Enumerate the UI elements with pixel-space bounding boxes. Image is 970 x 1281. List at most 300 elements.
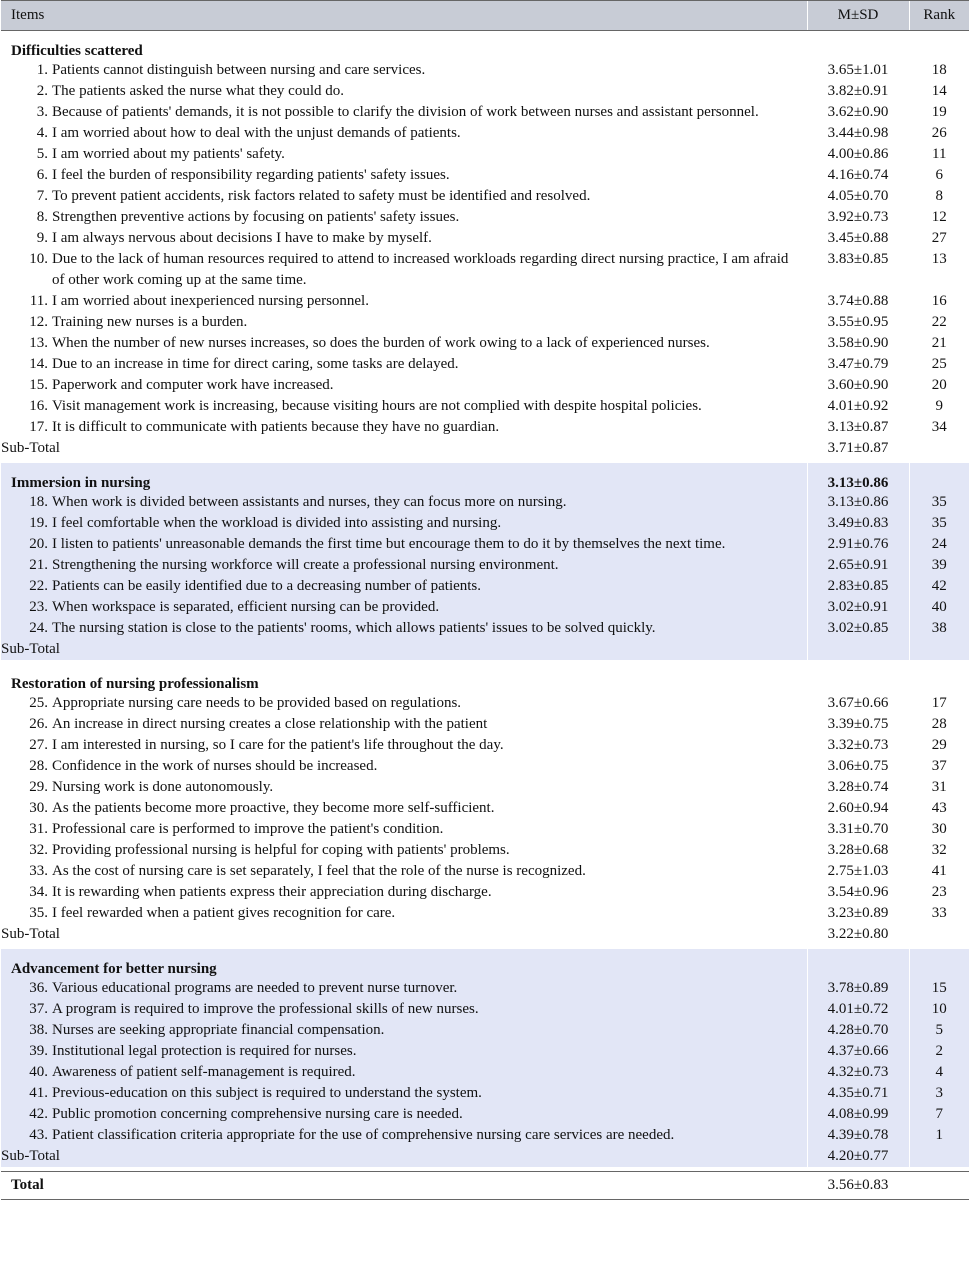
item-rank: 16 bbox=[909, 291, 969, 312]
table-row bbox=[1, 354, 969, 375]
item-number: 36. bbox=[29, 980, 48, 996]
item-text: Professional care is performed to improve the patient's condition. bbox=[52, 821, 444, 837]
item-number: 22. bbox=[29, 578, 48, 594]
table-row bbox=[1, 597, 969, 618]
section-title-row bbox=[1, 664, 969, 693]
item-text: Training new nurses is a burden. bbox=[52, 314, 248, 330]
item-cell bbox=[1, 882, 807, 903]
item-text: As the cost of nursing care is set separately, I feel that the role of the nurse is recognized. bbox=[52, 863, 586, 879]
table-row bbox=[1, 576, 969, 597]
section-0 bbox=[1, 31, 969, 460]
item-number: 19. bbox=[29, 515, 48, 531]
item-rank: 42 bbox=[909, 576, 969, 597]
item-cell bbox=[1, 81, 807, 102]
subtotal-label: Sub-Total bbox=[1, 1146, 807, 1167]
item-number: 4. bbox=[36, 125, 48, 141]
item-cell bbox=[1, 999, 807, 1020]
item-text: When work is divided between assistants and nurses, they can focus more on nursing. bbox=[52, 494, 567, 510]
item-text: When the number of new nurses increases, so does the burden of work owing to a lack of experienced nurses. bbox=[52, 335, 710, 351]
item-number: 14. bbox=[29, 356, 48, 372]
table-row bbox=[1, 978, 969, 999]
item-text: It is difficult to communicate with patients because they have no guardian. bbox=[52, 419, 500, 435]
item-number: 24. bbox=[29, 620, 48, 636]
header-items: Items bbox=[1, 1, 807, 31]
item-rank: 14 bbox=[909, 81, 969, 102]
table-row bbox=[1, 1041, 969, 1062]
item-msd: 3.83±0.85 bbox=[807, 249, 909, 291]
table-row bbox=[1, 513, 969, 534]
item-cell bbox=[1, 207, 807, 228]
item-rank: 34 bbox=[909, 417, 969, 438]
item-msd: 3.54±0.96 bbox=[807, 882, 909, 903]
item-rank: 43 bbox=[909, 798, 969, 819]
item-cell bbox=[1, 396, 807, 417]
item-msd: 4.05±0.70 bbox=[807, 186, 909, 207]
item-msd: 3.28±0.68 bbox=[807, 840, 909, 861]
item-text: Providing professional nursing is helpful for coping with patients' problems. bbox=[52, 842, 510, 858]
item-text: I am always nervous about decisions I have to make by myself. bbox=[52, 230, 432, 246]
item-rank: 13 bbox=[909, 249, 969, 291]
item-number: 8. bbox=[36, 209, 48, 225]
item-rank: 35 bbox=[909, 513, 969, 534]
item-cell bbox=[1, 249, 807, 291]
item-text: I am worried about my patients' safety. bbox=[52, 146, 285, 162]
item-msd: 3.13±0.87 bbox=[807, 417, 909, 438]
total-rank bbox=[909, 1172, 969, 1200]
item-msd: 4.01±0.92 bbox=[807, 396, 909, 417]
section-title: Immersion in nursing bbox=[1, 463, 807, 492]
item-text: An increase in direct nursing creates a close relationship with the patient bbox=[52, 716, 488, 732]
item-text: Confidence in the work of nurses should be increased. bbox=[52, 758, 378, 774]
item-number: 23. bbox=[29, 599, 48, 615]
item-text: Nursing work is done autonomously. bbox=[52, 779, 274, 795]
item-msd: 3.62±0.90 bbox=[807, 102, 909, 123]
item-rank: 7 bbox=[909, 1104, 969, 1125]
item-text: When workspace is separated, efficient nursing can be provided. bbox=[52, 599, 440, 615]
item-text: Various educational programs are needed to prevent nurse turnover. bbox=[52, 980, 458, 996]
item-cell bbox=[1, 756, 807, 777]
total-label: Total bbox=[1, 1172, 807, 1200]
subtotal-rank bbox=[909, 924, 969, 945]
table-row bbox=[1, 60, 969, 81]
item-number: 5. bbox=[36, 146, 48, 162]
table-row bbox=[1, 186, 969, 207]
section-title-rank bbox=[909, 664, 969, 693]
item-cell bbox=[1, 375, 807, 396]
table-row bbox=[1, 417, 969, 438]
header-msd: M±SD bbox=[807, 1, 909, 31]
subtotal-label: Sub-Total bbox=[1, 924, 807, 945]
section-title-rank bbox=[909, 31, 969, 61]
item-msd: 3.39±0.75 bbox=[807, 714, 909, 735]
item-number: 30. bbox=[29, 800, 48, 816]
section-title-row bbox=[1, 463, 969, 492]
item-msd: 4.01±0.72 bbox=[807, 999, 909, 1020]
item-cell bbox=[1, 714, 807, 735]
section-title: Advancement for better nursing bbox=[1, 949, 807, 978]
table-row bbox=[1, 819, 969, 840]
item-rank: 2 bbox=[909, 1041, 969, 1062]
section-title-msd bbox=[807, 949, 909, 978]
item-msd: 3.13±0.86 bbox=[807, 492, 909, 513]
results-table bbox=[1, 0, 969, 1200]
item-rank: 32 bbox=[909, 840, 969, 861]
item-cell bbox=[1, 354, 807, 375]
item-rank: 8 bbox=[909, 186, 969, 207]
item-rank: 3 bbox=[909, 1083, 969, 1104]
item-rank: 31 bbox=[909, 777, 969, 798]
item-msd: 3.65±1.01 bbox=[807, 60, 909, 81]
table-row bbox=[1, 207, 969, 228]
item-number: 10. bbox=[29, 251, 48, 267]
item-msd: 2.65±0.91 bbox=[807, 555, 909, 576]
table-row bbox=[1, 798, 969, 819]
table-row bbox=[1, 249, 969, 291]
item-text: As the patients become more proactive, they become more self-sufficient. bbox=[52, 800, 495, 816]
item-cell bbox=[1, 165, 807, 186]
subtotal-row bbox=[1, 924, 969, 945]
item-cell bbox=[1, 1041, 807, 1062]
item-rank: 12 bbox=[909, 207, 969, 228]
total-msd: 3.56±0.83 bbox=[807, 1172, 909, 1200]
item-text: Patients can be easily identified due to a decreasing number of patients. bbox=[52, 578, 482, 594]
item-cell bbox=[1, 840, 807, 861]
item-msd: 4.08±0.99 bbox=[807, 1104, 909, 1125]
item-cell bbox=[1, 144, 807, 165]
section-1 bbox=[1, 463, 969, 660]
table-row bbox=[1, 228, 969, 249]
subtotal-row bbox=[1, 639, 969, 660]
item-number: 3. bbox=[36, 104, 48, 120]
item-cell bbox=[1, 618, 807, 639]
item-number: 16. bbox=[29, 398, 48, 414]
item-rank: 18 bbox=[909, 60, 969, 81]
item-number: 43. bbox=[29, 1127, 48, 1143]
item-cell bbox=[1, 1062, 807, 1083]
item-cell bbox=[1, 693, 807, 714]
item-number: 38. bbox=[29, 1022, 48, 1038]
table-row bbox=[1, 333, 969, 354]
item-rank: 23 bbox=[909, 882, 969, 903]
table-row bbox=[1, 1125, 969, 1146]
item-msd: 3.55±0.95 bbox=[807, 312, 909, 333]
item-cell bbox=[1, 597, 807, 618]
item-text: The patients asked the nurse what they could do. bbox=[52, 83, 345, 99]
item-rank: 10 bbox=[909, 999, 969, 1020]
item-text: Public promotion concerning comprehensive nursing care is needed. bbox=[52, 1106, 463, 1122]
item-cell bbox=[1, 513, 807, 534]
item-msd: 4.35±0.71 bbox=[807, 1083, 909, 1104]
table-row bbox=[1, 756, 969, 777]
item-cell bbox=[1, 123, 807, 144]
table-row bbox=[1, 492, 969, 513]
subtotal-msd: 3.22±0.80 bbox=[807, 924, 909, 945]
item-number: 33. bbox=[29, 863, 48, 879]
item-number: 6. bbox=[36, 167, 48, 183]
item-rank: 17 bbox=[909, 693, 969, 714]
table-row bbox=[1, 735, 969, 756]
item-text: I am interested in nursing, so I care for the patient's life throughout the day. bbox=[52, 737, 504, 753]
item-number: 34. bbox=[29, 884, 48, 900]
item-number: 15. bbox=[29, 377, 48, 393]
table-row bbox=[1, 882, 969, 903]
item-text: Appropriate nursing care needs to be provided based on regulations. bbox=[52, 695, 462, 711]
subtotal-row bbox=[1, 1146, 969, 1167]
item-text: Awareness of patient self-management is required. bbox=[52, 1064, 356, 1080]
subtotal-msd bbox=[807, 639, 909, 660]
table-row bbox=[1, 1083, 969, 1104]
item-cell bbox=[1, 534, 807, 555]
item-rank: 25 bbox=[909, 354, 969, 375]
item-text: I feel comfortable when the workload is divided into assisting and nursing. bbox=[52, 515, 502, 531]
item-text: It is rewarding when patients express their appreciation during discharge. bbox=[52, 884, 492, 900]
item-msd: 2.83±0.85 bbox=[807, 576, 909, 597]
item-msd: 3.02±0.85 bbox=[807, 618, 909, 639]
item-text: I feel the burden of responsibility regarding patients' safety issues. bbox=[52, 167, 450, 183]
item-number: 12. bbox=[29, 314, 48, 330]
section-title-msd bbox=[807, 664, 909, 693]
table-row bbox=[1, 144, 969, 165]
item-msd: 3.92±0.73 bbox=[807, 207, 909, 228]
subtotal-rank bbox=[909, 639, 969, 660]
section-title: Restoration of nursing professionalism bbox=[1, 664, 807, 693]
table-row bbox=[1, 555, 969, 576]
item-number: 42. bbox=[29, 1106, 48, 1122]
subtotal-rank bbox=[909, 438, 969, 459]
item-text: Due to an increase in time for direct caring, some tasks are delayed. bbox=[52, 356, 459, 372]
item-text: Strengthening the nursing workforce will create a professional nursing environment. bbox=[52, 557, 559, 573]
item-text: Strengthen preventive actions by focusing on patients' safety issues. bbox=[52, 209, 460, 225]
item-text: A program is required to improve the professional skills of new nurses. bbox=[52, 1001, 479, 1017]
table-row bbox=[1, 903, 969, 924]
section-title-msd bbox=[807, 31, 909, 61]
item-number: 25. bbox=[29, 695, 48, 711]
table-row bbox=[1, 534, 969, 555]
item-number: 2. bbox=[36, 83, 48, 99]
item-text: Because of patients' demands, it is not possible to clarify the division of work between nurses and assistant personnel. bbox=[52, 104, 759, 120]
item-number: 20. bbox=[29, 536, 48, 552]
item-rank: 24 bbox=[909, 534, 969, 555]
item-number: 17. bbox=[29, 419, 48, 435]
item-cell bbox=[1, 1083, 807, 1104]
item-rank: 41 bbox=[909, 861, 969, 882]
item-cell bbox=[1, 186, 807, 207]
item-rank: 39 bbox=[909, 555, 969, 576]
section-title-row bbox=[1, 31, 969, 61]
item-cell bbox=[1, 333, 807, 354]
item-cell bbox=[1, 777, 807, 798]
table-row bbox=[1, 1104, 969, 1125]
item-number: 13. bbox=[29, 335, 48, 351]
item-msd: 3.06±0.75 bbox=[807, 756, 909, 777]
item-text: I am worried about how to deal with the unjust demands of patients. bbox=[52, 125, 461, 141]
total-row bbox=[1, 1172, 969, 1200]
table-row bbox=[1, 861, 969, 882]
item-number: 26. bbox=[29, 716, 48, 732]
item-text: I am worried about inexperienced nursing personnel. bbox=[52, 293, 369, 309]
item-number: 7. bbox=[36, 188, 48, 204]
item-msd: 3.31±0.70 bbox=[807, 819, 909, 840]
table-row bbox=[1, 618, 969, 639]
item-cell bbox=[1, 312, 807, 333]
item-msd: 3.47±0.79 bbox=[807, 354, 909, 375]
item-msd: 3.82±0.91 bbox=[807, 81, 909, 102]
item-rank: 22 bbox=[909, 312, 969, 333]
item-cell bbox=[1, 1125, 807, 1146]
item-cell bbox=[1, 555, 807, 576]
item-cell bbox=[1, 735, 807, 756]
subtotal-msd: 4.20±0.77 bbox=[807, 1146, 909, 1167]
section-title-row bbox=[1, 949, 969, 978]
item-msd: 3.67±0.66 bbox=[807, 693, 909, 714]
item-text: Patient classification criteria appropriate for the use of comprehensive nursing care services are needed. bbox=[52, 1127, 675, 1143]
table-row bbox=[1, 396, 969, 417]
item-text: Patients cannot distinguish between nursing and care services. bbox=[52, 62, 426, 78]
item-msd: 4.37±0.66 bbox=[807, 1041, 909, 1062]
item-msd: 4.16±0.74 bbox=[807, 165, 909, 186]
item-rank: 4 bbox=[909, 1062, 969, 1083]
item-rank: 26 bbox=[909, 123, 969, 144]
table-row bbox=[1, 123, 969, 144]
section-title: Difficulties scattered bbox=[1, 31, 807, 61]
item-rank: 33 bbox=[909, 903, 969, 924]
item-rank: 19 bbox=[909, 102, 969, 123]
item-rank: 5 bbox=[909, 1020, 969, 1041]
item-rank: 9 bbox=[909, 396, 969, 417]
table-row bbox=[1, 102, 969, 123]
item-cell bbox=[1, 492, 807, 513]
table-row bbox=[1, 1062, 969, 1083]
item-number: 29. bbox=[29, 779, 48, 795]
item-msd: 4.00±0.86 bbox=[807, 144, 909, 165]
item-cell bbox=[1, 1104, 807, 1125]
item-number: 31. bbox=[29, 821, 48, 837]
item-rank: 11 bbox=[909, 144, 969, 165]
item-text: The nursing station is close to the patients' rooms, which allows patients' issues to be solved quickly. bbox=[52, 620, 656, 636]
item-rank: 29 bbox=[909, 735, 969, 756]
item-number: 11. bbox=[29, 293, 48, 309]
item-number: 35. bbox=[29, 905, 48, 921]
item-cell bbox=[1, 861, 807, 882]
item-number: 27. bbox=[29, 737, 48, 753]
item-msd: 3.58±0.90 bbox=[807, 333, 909, 354]
subtotal-row bbox=[1, 438, 969, 459]
item-number: 21. bbox=[29, 557, 48, 573]
item-cell bbox=[1, 417, 807, 438]
item-msd: 3.74±0.88 bbox=[807, 291, 909, 312]
item-number: 1. bbox=[36, 62, 48, 78]
item-number: 28. bbox=[29, 758, 48, 774]
item-number: 32. bbox=[29, 842, 48, 858]
subtotal-msd: 3.71±0.87 bbox=[807, 438, 909, 459]
section-title-rank bbox=[909, 949, 969, 978]
item-text: Previous-education on this subject is required to understand the system. bbox=[52, 1085, 482, 1101]
item-cell bbox=[1, 291, 807, 312]
table-row bbox=[1, 693, 969, 714]
item-msd: 3.49±0.83 bbox=[807, 513, 909, 534]
item-cell bbox=[1, 1020, 807, 1041]
item-number: 41. bbox=[29, 1085, 48, 1101]
subtotal-label: Sub-Total bbox=[1, 639, 807, 660]
table-row bbox=[1, 999, 969, 1020]
item-msd: 4.39±0.78 bbox=[807, 1125, 909, 1146]
item-msd: 3.45±0.88 bbox=[807, 228, 909, 249]
section-2 bbox=[1, 664, 969, 945]
item-cell bbox=[1, 228, 807, 249]
table-row bbox=[1, 312, 969, 333]
item-msd: 3.78±0.89 bbox=[807, 978, 909, 999]
item-cell bbox=[1, 102, 807, 123]
item-rank: 40 bbox=[909, 597, 969, 618]
item-msd: 2.75±1.03 bbox=[807, 861, 909, 882]
item-text: Visit management work is increasing, because visiting hours are not complied with despite hospital policies. bbox=[52, 398, 702, 414]
table-header-row bbox=[1, 1, 969, 31]
item-msd: 2.60±0.94 bbox=[807, 798, 909, 819]
item-number: 18. bbox=[29, 494, 48, 510]
item-cell bbox=[1, 798, 807, 819]
item-rank: 28 bbox=[909, 714, 969, 735]
item-msd: 4.32±0.73 bbox=[807, 1062, 909, 1083]
section-3 bbox=[1, 949, 969, 1167]
item-msd: 3.02±0.91 bbox=[807, 597, 909, 618]
item-text: To prevent patient accidents, risk factors related to safety must be identified and resolved. bbox=[52, 188, 591, 204]
subtotal-label: Sub-Total bbox=[1, 438, 807, 459]
item-number: 40. bbox=[29, 1064, 48, 1080]
item-text: Due to the lack of human resources required to attend to increased workloads regarding direct nursing practice, I am afraid of other work coming up at the same time. bbox=[52, 251, 789, 288]
section-title-msd: 3.13±0.86 bbox=[807, 463, 909, 492]
item-rank: 38 bbox=[909, 618, 969, 639]
header-rank: Rank bbox=[909, 1, 969, 31]
item-rank: 30 bbox=[909, 819, 969, 840]
item-cell bbox=[1, 60, 807, 81]
section-title-rank bbox=[909, 463, 969, 492]
table-row bbox=[1, 165, 969, 186]
item-number: 39. bbox=[29, 1043, 48, 1059]
item-rank: 15 bbox=[909, 978, 969, 999]
item-text: Institutional legal protection is required for nurses. bbox=[52, 1043, 357, 1059]
item-rank: 35 bbox=[909, 492, 969, 513]
item-cell bbox=[1, 903, 807, 924]
item-cell bbox=[1, 978, 807, 999]
item-text: Nurses are seeking appropriate financial compensation. bbox=[52, 1022, 385, 1038]
table-row bbox=[1, 777, 969, 798]
item-msd: 3.44±0.98 bbox=[807, 123, 909, 144]
item-cell bbox=[1, 819, 807, 840]
item-number: 37. bbox=[29, 1001, 48, 1017]
item-msd: 3.23±0.89 bbox=[807, 903, 909, 924]
item-text: Paperwork and computer work have increased. bbox=[52, 377, 334, 393]
item-text: I feel rewarded when a patient gives recognition for care. bbox=[52, 905, 396, 921]
item-rank: 6 bbox=[909, 165, 969, 186]
table-row bbox=[1, 375, 969, 396]
table-row bbox=[1, 291, 969, 312]
table-row bbox=[1, 840, 969, 861]
item-msd: 2.91±0.76 bbox=[807, 534, 909, 555]
item-msd: 3.60±0.90 bbox=[807, 375, 909, 396]
table-row bbox=[1, 1020, 969, 1041]
subtotal-rank bbox=[909, 1146, 969, 1167]
item-msd: 4.28±0.70 bbox=[807, 1020, 909, 1041]
item-rank: 20 bbox=[909, 375, 969, 396]
item-rank: 27 bbox=[909, 228, 969, 249]
total-section bbox=[1, 1172, 969, 1200]
item-rank: 37 bbox=[909, 756, 969, 777]
item-msd: 3.32±0.73 bbox=[807, 735, 909, 756]
item-number: 9. bbox=[36, 230, 48, 246]
item-text: I listen to patients' unreasonable demands the first time but encourage them to do it by themselves the next time. bbox=[52, 536, 726, 552]
item-msd: 3.28±0.74 bbox=[807, 777, 909, 798]
item-cell bbox=[1, 576, 807, 597]
